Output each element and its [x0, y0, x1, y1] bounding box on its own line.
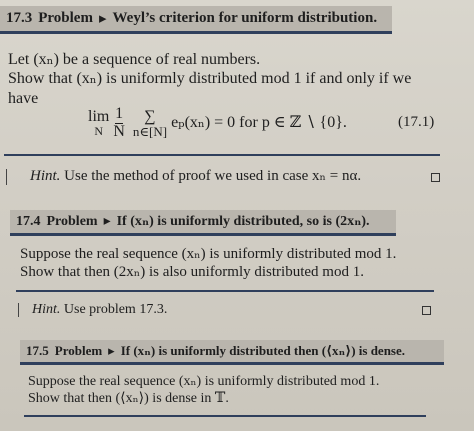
sum-operator	[133, 109, 167, 138]
problem-title: If (xₙ) is uniformly distributed then (⟨xₙ⟩) is dense.	[120, 343, 406, 358]
problem-17-4-title-bar	[10, 210, 396, 236]
problem-number: 17.4	[16, 213, 41, 229]
problem-17-5-line-1: Suppose the real sequence (xₙ) is uniformly distributed mod 1.	[28, 374, 380, 389]
problem-number: 17.3	[6, 10, 33, 26]
problem-title: Weyl’s criterion for uniform distribution.	[112, 10, 378, 26]
hint-toggle-checkbox[interactable]	[422, 306, 431, 315]
problem-17-3-bottom-rule	[4, 154, 440, 156]
problem-17-5-bottom-rule	[24, 415, 426, 417]
sum-symbol: ∑	[144, 107, 156, 125]
arrow-icon: ▸	[108, 343, 115, 358]
problem-word: Problem	[38, 10, 93, 26]
lim-subscript: N	[94, 124, 103, 138]
fraction	[113, 106, 125, 140]
hint-label: Hint.	[30, 168, 61, 184]
sum-subscript: n∈[N]	[132, 123, 168, 139]
problem-17-3-title-bar	[0, 6, 392, 34]
lim-text: lim	[88, 108, 110, 125]
problem-17-3-line-2: Show that (xₙ) is uniformly distributed mod 1 if and only if we	[8, 70, 412, 87]
hint-toggle-checkbox[interactable]	[431, 173, 440, 182]
problem-17-4-line-2: Show that then (2xₙ) is also uniformly distributed mod 1.	[20, 264, 364, 280]
problem-17-4-line-1: Suppose the real sequence (xₙ) is uniformly distributed mod 1.	[20, 246, 397, 262]
arrow-icon: ▸	[98, 11, 107, 27]
problem-17-4-bottom-rule	[16, 290, 434, 292]
fraction-denominator: N	[113, 123, 125, 140]
hint-text: Use the method of proof we used in case xₙ = nα.	[64, 168, 362, 184]
hint-label: Hint.	[32, 302, 61, 317]
problem-17-3-line-3: have	[8, 90, 39, 107]
problem-number: 17.5	[26, 343, 49, 358]
problem-17-5-title-bar	[20, 340, 444, 365]
hint-margin-bar	[18, 303, 19, 317]
equation-body: eₚ(xₙ) = 0 for p ∈ ℤ ∖ {0}.	[171, 114, 347, 132]
arrow-icon: ▸	[103, 214, 111, 229]
problem-17-3-hint	[30, 168, 361, 185]
fraction-numerator: 1	[115, 105, 124, 122]
limit-operator	[88, 109, 109, 137]
problem-17-4-hint	[32, 302, 167, 318]
problem-title: If (xₙ) is uniformly distributed, so is (2xₙ).	[116, 214, 370, 229]
hint-text: Use problem 17.3.	[63, 302, 168, 317]
hint-margin-bar	[6, 169, 7, 185]
problem-word: Problem	[46, 213, 98, 229]
problem-17-3-line-1: Let (xₙ) be a sequence of real numbers.	[8, 51, 261, 68]
equation-number: (17.1)	[398, 114, 435, 130]
equation-17-1	[88, 106, 347, 140]
problem-word: Problem	[54, 343, 103, 358]
problem-17-5-line-2: Show that then (⟨xₙ⟩) is dense in 𝕋.	[28, 391, 229, 406]
